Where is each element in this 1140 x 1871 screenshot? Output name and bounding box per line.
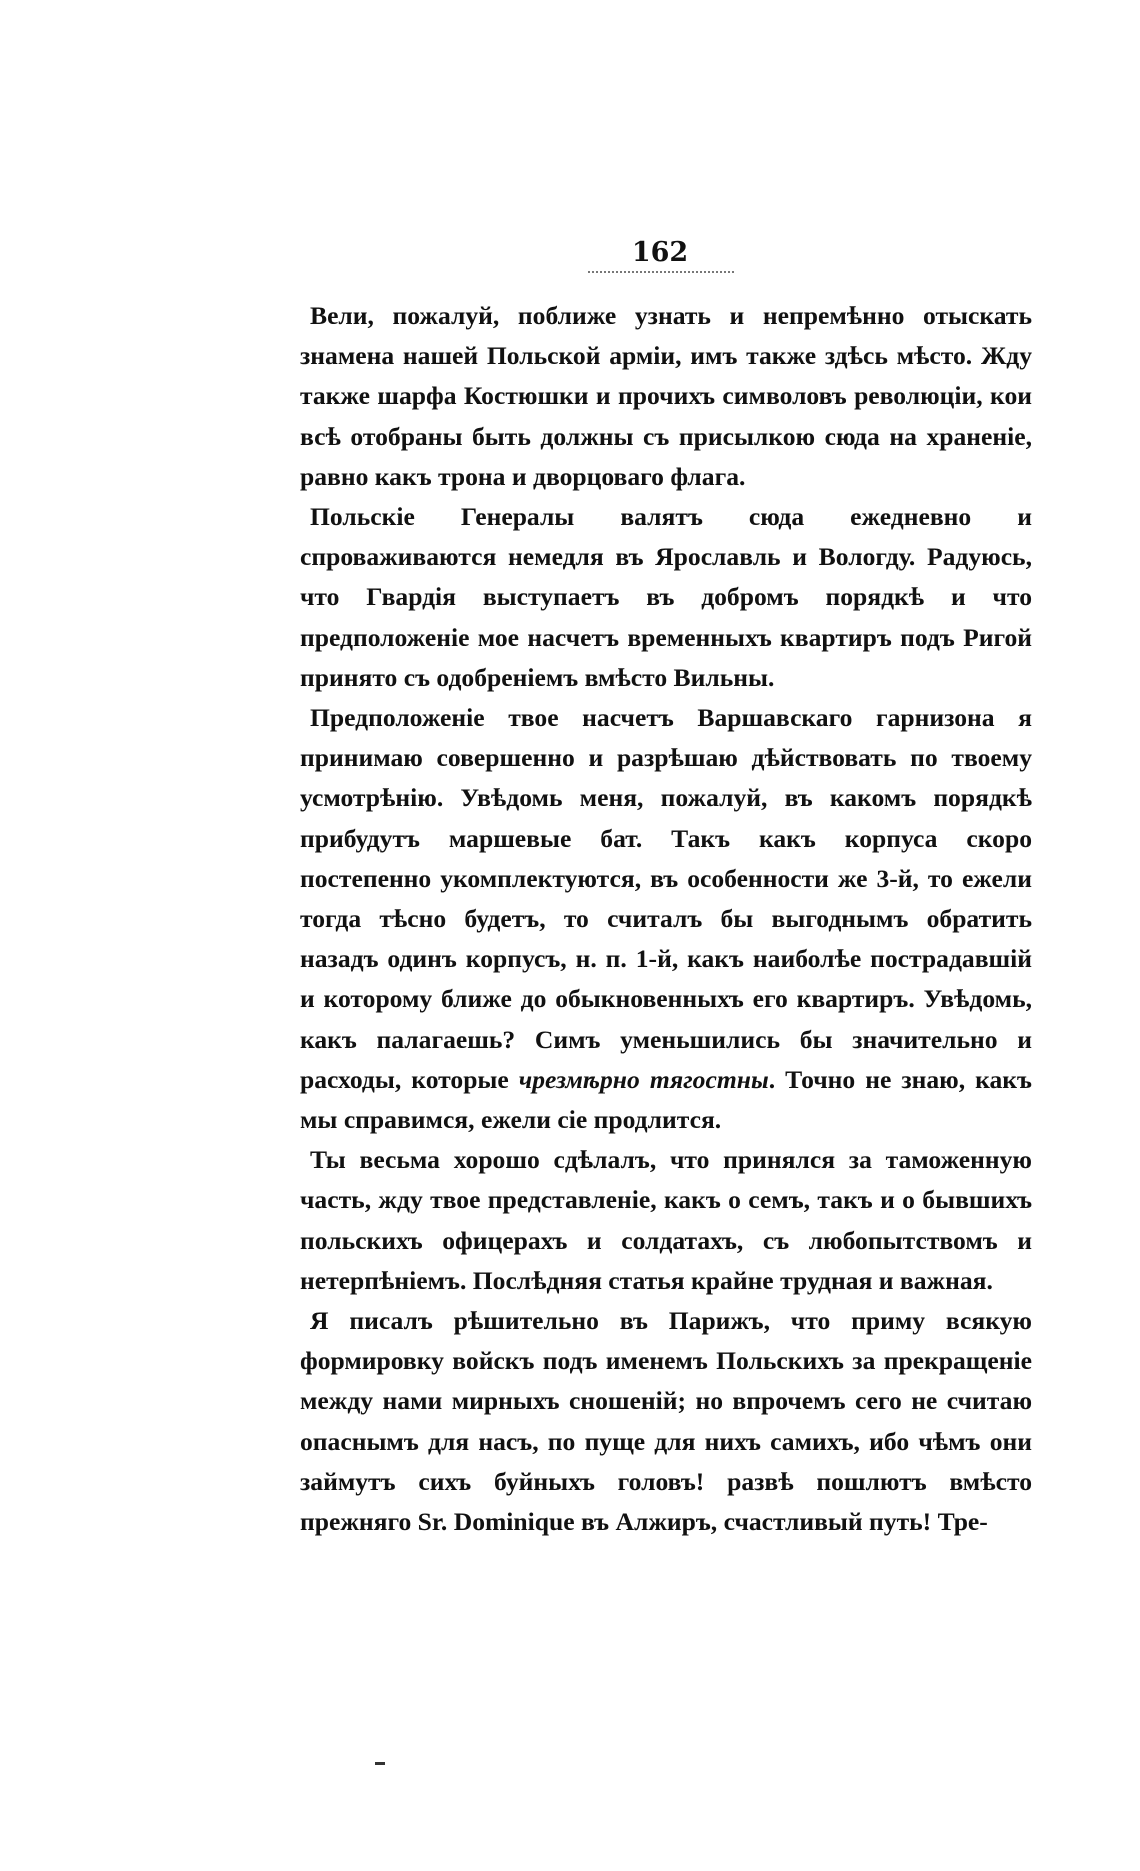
paragraph-5: Я писалъ рѣшительно въ Парижъ, что приму всякую формировку войскъ подъ именемъ Польскихъ за прекращеніе между нами мирныхъ сношеній; но впрочемъ сего не считаю опаснымъ для насъ, по пуще для нихъ самихъ, ибо чѣмъ они займутъ сихъ буйныхъ головъ! развѣ пошлютъ вмѣсто прежняго Sr. Dominique въ Алжиръ, счастливый путь! Тре- bbox=[300, 1306, 1032, 1537]
paragraph-3-italic-phrase: чрезмѣрно тягостны bbox=[518, 1064, 769, 1094]
paragraph-3-text-before: Предположеніе твое насчетъ Варшавскаго гарнизона я принимаю совершенно и разрѣшаю дѣйствовать по твоему усмотрѣнію. Увѣдомь меня, пожалуй, въ какомъ порядкѣ прибудутъ маршевые бат. Такъ какъ корпуса скоро постепенно укомплектуются, въ особенности же 3-й, то ежели тогда тѣсно будетъ, то считалъ бы выгоднымъ обратить назадъ одинъ корпусъ, н. п. 1-й, какъ наиболѣе пострадавшій и которому ближе до обыкновенныхъ его квартиръ. Увѣдомь, какъ палагаешь? Симъ уменьшились бы значительно и расходы, которые bbox=[300, 703, 1032, 1094]
page-number: 162 bbox=[631, 237, 689, 268]
page-number-rule bbox=[588, 271, 734, 273]
paragraph-3 bbox=[300, 698, 1032, 1140]
paragraph-2: Польскіе Генералы валятъ сюда ежедневно и спроваживаются немедля въ Ярославль и Вологду. Радуюсь, что Гвардія выступаетъ въ добромъ порядкѣ и что предположеніе мое насчетъ временныхъ квартиръ подъ Ригой принято съ одобреніемъ вмѣсто Вильны. bbox=[300, 502, 1032, 692]
paragraph-1: Вели, пожалуй, поближе узнать и непремѣнно отыскать знамена нашей Польской арміи, имъ также здѣсь мѣсто. Жду также шарфа Костюшки и прочихъ символовъ революціи, кои всѣ отобраны быть должны съ присылкою сюда на храненіе, равно какъ трона и дворцоваго флага. bbox=[300, 301, 1032, 491]
print-speck bbox=[375, 1762, 385, 1765]
body-text bbox=[300, 296, 1032, 1542]
paragraph-3-text-after: . Точно не знаю, какъ мы справимся, ежели сіе продлится. bbox=[300, 1064, 1032, 1135]
paragraph-4: Ты весьма хорошо сдѣлалъ, что принялся за таможенную часть, жду твое представленіе, какъ о семъ, такъ и о бывшихъ польскихъ офицерахъ и солдатахъ, съ любопытствомъ и нетерпѣніемъ. Послѣдняя статья крайне трудная и важная. bbox=[300, 1145, 1032, 1295]
